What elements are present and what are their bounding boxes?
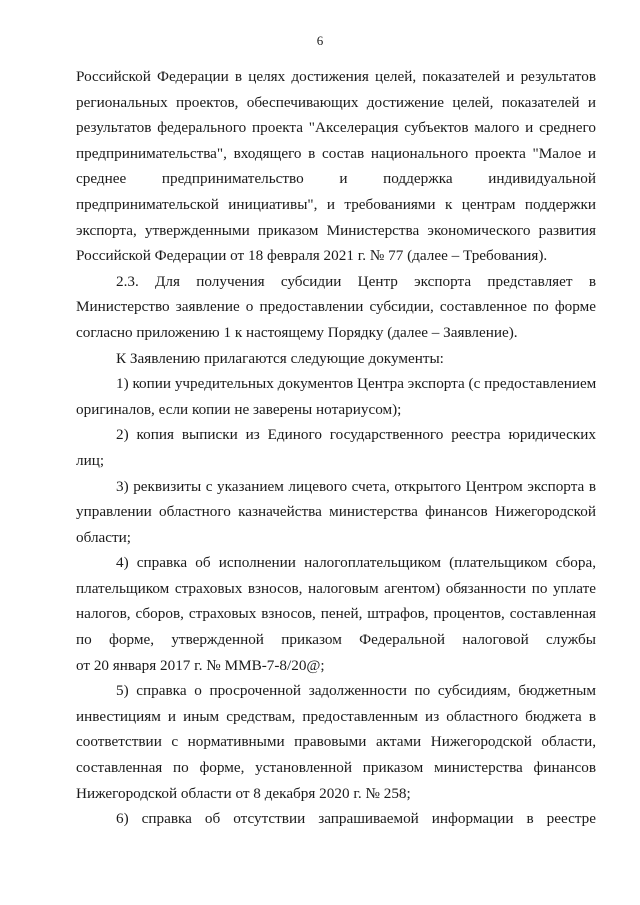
text-line: 2) копия выписки из Единого государственного реестра юридических <box>116 426 596 444</box>
text-line: соответствии с нормативными правовыми актами Нижегородской области, <box>76 733 596 751</box>
page-number: 6 <box>316 33 324 48</box>
text-line: управлении областного казначейства министерства финансов Нижегородской <box>76 503 596 521</box>
text-line: составленная по форме, установленной приказом министерства финансов <box>76 759 596 777</box>
text-line: от 20 января 2017 г. № ММВ-7-8/20@; <box>76 656 325 674</box>
text-line: 2.3. Для получения субсидии Центр экспорта представляет в <box>116 272 596 290</box>
document-body <box>76 64 596 832</box>
text-line: Российской Федерации в целях достижения целей, показателей и результатов <box>76 68 596 85</box>
text-line: предпринимательской инициативы", и требованиями к центрам поддержки <box>76 195 596 213</box>
text-line: экспорта, утвержденными приказом Министерства экономического развития <box>76 221 596 239</box>
text-line: налогов, сборов, страховых взносов, пеней, штрафов, процентов, составленная <box>76 605 596 623</box>
text-line: 6) справка об отсутствии запрашиваемой информации в реестре <box>116 810 596 828</box>
text-line: согласно приложению 1 к настоящему Порядку (далее – Заявление). <box>76 323 518 341</box>
text-line: 4) справка об исполнении налогоплательщиком (плательщиком сбора, <box>116 554 596 572</box>
text-line: по форме, утвержденной приказом Федеральной налоговой службы <box>76 631 596 649</box>
text-line: среднее предпринимательство и поддержка индивидуальной <box>76 170 596 188</box>
text-line: предпринимательства", входящего в состав национального проекта "Малое и <box>76 144 596 162</box>
text-line: 3) реквизиты с указанием лицевого счета, открытого Центром экспорта в <box>116 477 596 495</box>
text-line: К Заявлению прилагаются следующие документы: <box>116 349 444 367</box>
text-line: области; <box>76 528 131 546</box>
text-line: оригиналов, если копии не заверены нотариусом); <box>76 400 402 418</box>
text-line: 1) копии учредительных документов Центра экспорта (с предоставлением <box>116 375 597 393</box>
text-line: результатов федерального проекта "Акселерация субъектов малого и среднего <box>76 119 596 137</box>
text-line: инвестициям и иным средствам, предоставленным из областного бюджета в <box>76 707 596 725</box>
text-line: региональных проектов, обеспечивающих достижение целей, показателей и <box>76 93 596 111</box>
text-line: Министерство заявление о предоставлении субсидии, составленное по форме <box>76 298 596 316</box>
text-line: 5) справка о просроченной задолженности по субсидиям, бюджетным <box>116 682 596 700</box>
text-line: плательщиком страховых взносов, налоговым агентом) обязанности по уплате <box>76 579 596 597</box>
text-line: Российской Федерации от 18 февраля 2021 г. № 77 (далее – Требования). <box>76 247 548 265</box>
text-line: Нижегородской области от 8 декабря 2020 г. № 258; <box>76 784 411 802</box>
text-line: лиц; <box>76 451 105 469</box>
